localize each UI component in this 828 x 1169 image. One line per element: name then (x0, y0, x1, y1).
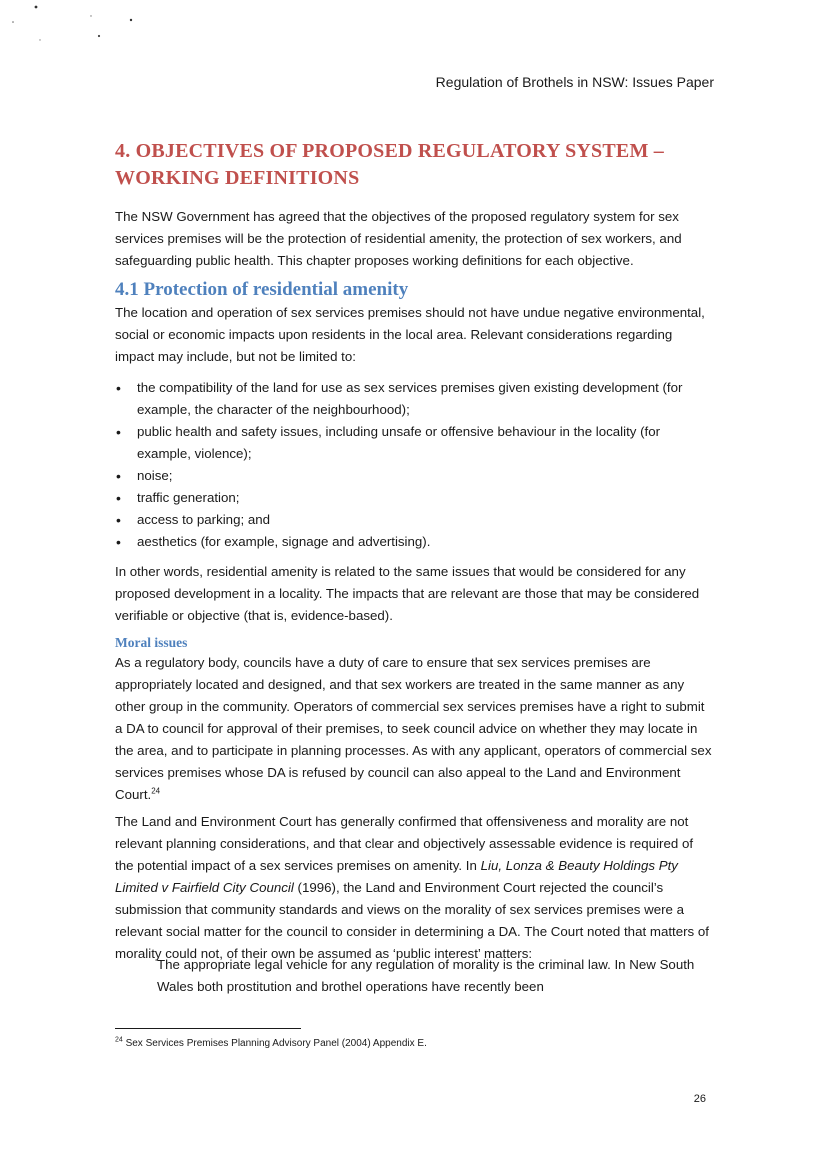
list-item: • noise; (115, 465, 715, 487)
moral-issues-text: As a regulatory body, councils have a duty of care to ensure that sex services premises are appropriately located and designed, and that sex workers are treated in the same manner as any other group in the community. Operators of commercial sex services premises have a right to submit a DA to council for approval of their premises, to seek council advice on whether they may locate in the area, and to participate in planning processes. As with any applicant, operators of commercial sex services premises whose DA is refused by council can also appeal to the Land and Environment Court. (115, 655, 712, 802)
footnote-text: Sex Services Premises Planning Advisory Panel (2004) Appendix E. (125, 1038, 427, 1049)
amenity-intro-paragraph: The location and operation of sex services premises should not have undue negative environmental, social or economic impacts upon residents in the local area. Relevant considerations regarding impact may include, but not be limited to: (115, 305, 705, 364)
intro-paragraph: The NSW Government has agreed that the objectives of the proposed regulatory system for sex services premises will be the protection of residential amenity, the protection of sex workers, and safeguarding public health. This chapter proposes working definitions for each objective. (115, 209, 682, 268)
amenity-summary-paragraph: In other words, residential amenity is related to the same issues that would be considered for any proposed development in a locality. The impacts that are relevant are those that may be considered verifiable or objective (that is, evidence-based). (115, 564, 700, 623)
list-item: • traffic generation; (115, 487, 715, 509)
court-text-start: The Land and Environment Court has generally confirmed that offensiveness and morality are not relevant planning considerations, and that clear and objectively assessable evidence is required of the potential impact of a sex services premises on amenity. In (115, 814, 694, 873)
case-name: Liu, Lonza & Beauty Holdings Pty Limited v Fairfield City Council (115, 858, 678, 895)
court-paragraph (115, 811, 715, 965)
scan-specks (0, 0, 160, 60)
court-text-end: (1996), the Land and Environment Court rejected the council’s submission that community standards and views on the morality of sex services premises were a relevant social matter for the council to consider in determining a DA. The Court noted that matters of morality could not, of their own be assumed as ‘public interest’ matters: (115, 880, 709, 961)
footnote-number: 24 (115, 1036, 123, 1044)
list-item: • the compatibility of the land for use as sex services premises given existing development (for example, the character of the neighbourhood); (115, 377, 715, 421)
list-item: • aesthetics (for example, signage and advertising). (115, 531, 715, 553)
page-number: 26 (693, 1093, 706, 1105)
section-title-residential-amenity: 4.1 Protection of residential amenity (115, 279, 409, 300)
footnote-reference: 24 (151, 786, 161, 796)
running-header: Regulation of Brothels in NSW: Issues Paper (435, 74, 714, 90)
chapter-title: 4. OBJECTIVES OF PROPOSED REGULATORY SYSTEM – WORKING DEFINITIONS (115, 140, 664, 189)
subsection-title-moral-issues: Moral issues (115, 635, 188, 650)
footnote (115, 1037, 427, 1051)
footnote-separator (115, 1028, 301, 1029)
list-item: • access to parking; and (115, 509, 715, 531)
list-item: • public health and safety issues, including unsafe or offensive behaviour in the locality (for example, violence); (115, 421, 715, 465)
amenity-considerations-list (115, 377, 715, 553)
moral-issues-paragraph (115, 652, 715, 806)
block-quote: The appropriate legal vehicle for any regulation of morality is the criminal law. In New South Wales both prostitution and brothel operations have recently been (157, 957, 695, 994)
